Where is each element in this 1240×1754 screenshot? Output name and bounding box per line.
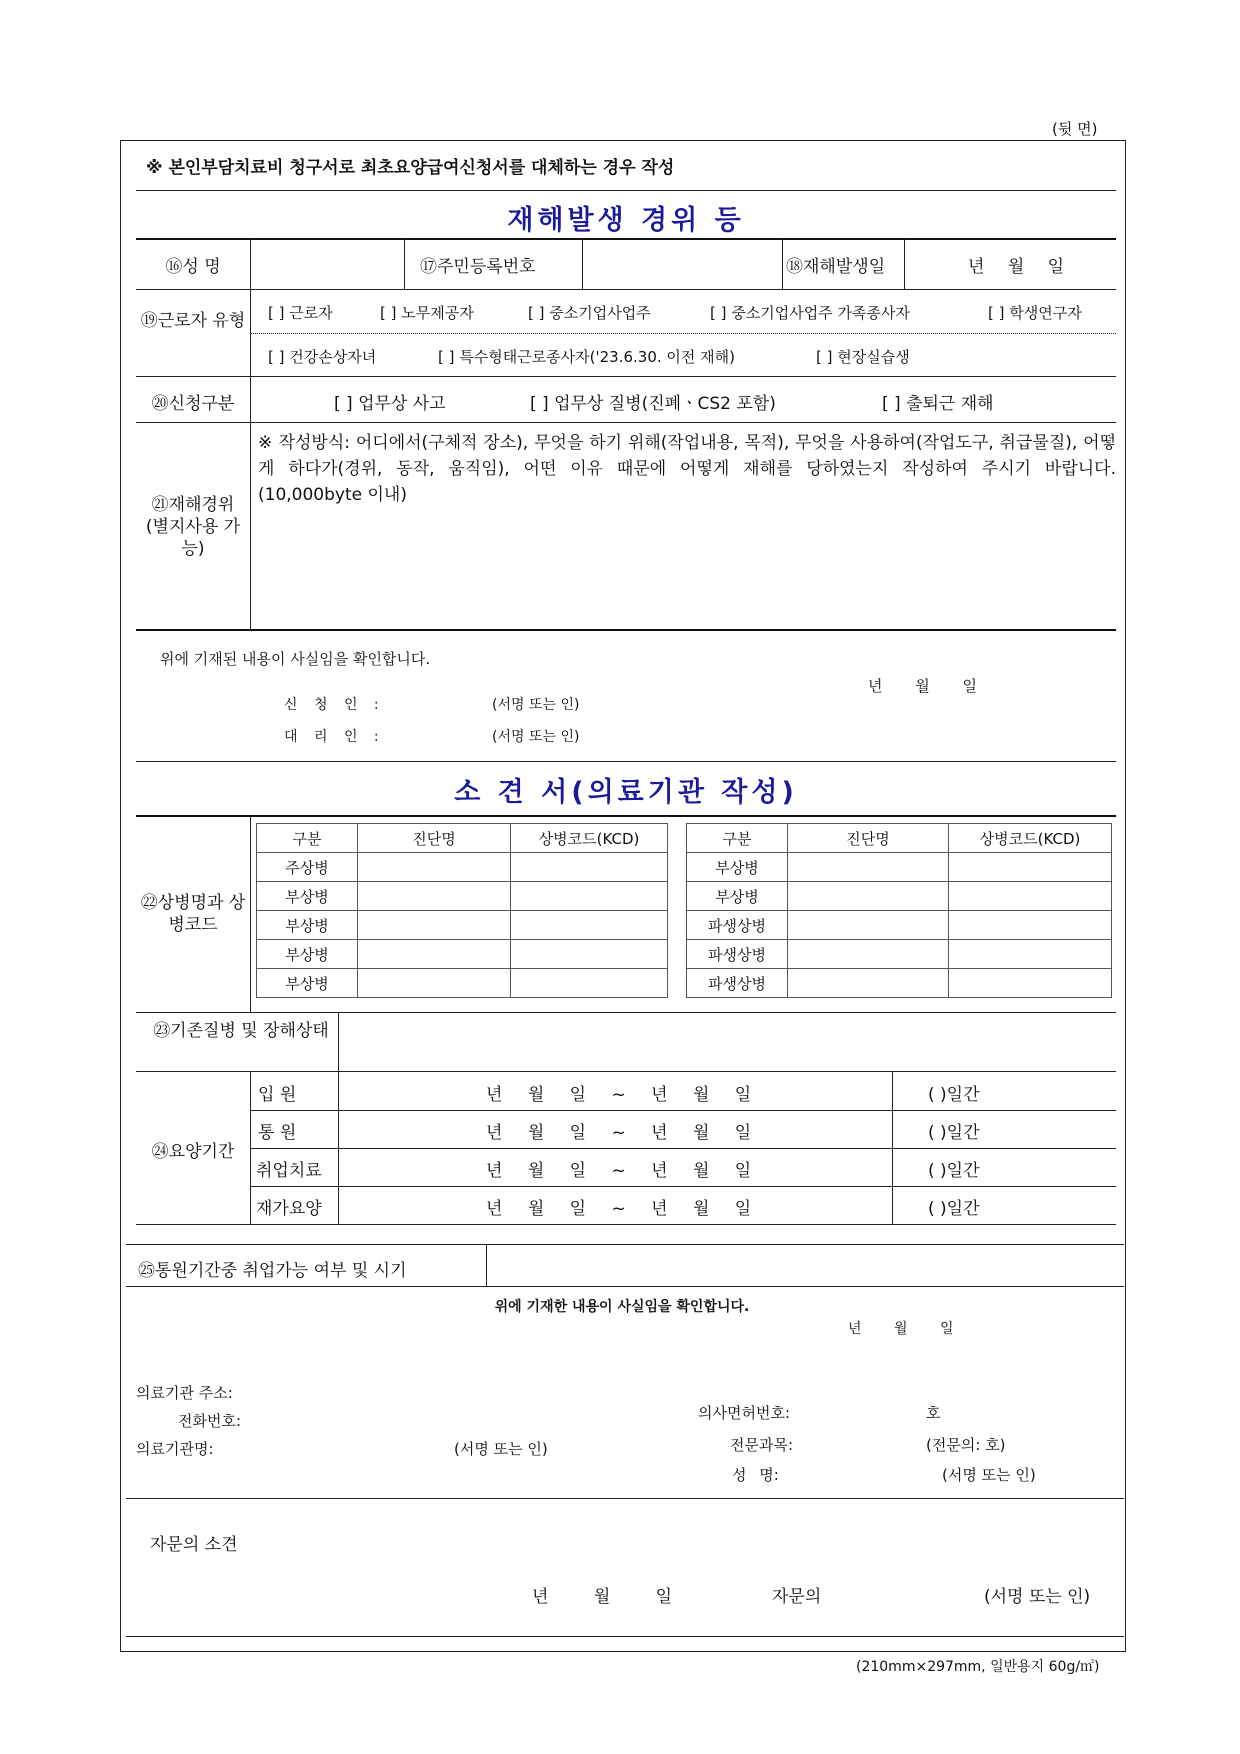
form-note: ※ 본인부담치료비 청구서로 최초요양급여신청서를 대체하는 경우 작성 — [146, 158, 675, 178]
row-category: 주상병 — [257, 853, 358, 882]
accident-date-label: ⑱재해발생일 — [786, 257, 886, 277]
row-category: 부상병 — [257, 969, 358, 998]
worker-type-3[interactable]: [ ] 중소기업사업주 — [528, 304, 651, 322]
circumstance-instructions: ※ 작성방식: 어디에서(구체적 장소), 무엇을 하기 위해(작업내용, 목적), 무엇을 사용하여(작업도구, 취급물질), 어떻게 하다가(경위, 동작, 움직임), 어떤 이유 때문에 어떻게 재해를 당하였는지 작성하여 주시기 바랍니다. (10,000byte 이내) — [258, 433, 1116, 505]
claim-type-label: ⑳신청구분 — [151, 394, 235, 414]
header-category: 구분 — [257, 824, 358, 853]
advisory-title: 자문의 소견 — [150, 1535, 238, 1555]
kcd-cell[interactable] — [511, 882, 668, 911]
confirm-date: 년 월 일 — [868, 677, 978, 695]
medical-confirm-date: 년 월 일 — [848, 1321, 954, 1337]
care-period-label: ㉔요양기간 — [151, 1142, 235, 1162]
row-category: 부상병 — [257, 911, 358, 940]
applicant-label: 신 청 인 : — [284, 697, 385, 713]
name-label: ⑯성 명 — [165, 257, 221, 277]
diagnosis-cell[interactable] — [788, 969, 949, 998]
accident-date-value: 년 월 일 — [968, 257, 1065, 277]
existing-condition-label: ㉓기존질병 및 장해상태 — [153, 1021, 329, 1041]
license-number-unit: 호 — [926, 1404, 941, 1422]
header-kcd: 상병코드(KCD) — [949, 824, 1112, 853]
diagnosis-cell[interactable] — [788, 882, 949, 911]
diagnosis-cell[interactable] — [788, 940, 949, 969]
header-category: 구분 — [687, 824, 788, 853]
kcd-cell[interactable] — [949, 940, 1112, 969]
care-days-work-treatment[interactable]: ( )일간 — [928, 1161, 980, 1181]
table-row — [257, 969, 668, 998]
institution-sign[interactable]: (서명 또는 인) — [454, 1440, 548, 1458]
table-row — [687, 969, 1112, 998]
care-days-inpatient[interactable]: ( )일간 — [928, 1085, 980, 1105]
worker-type-1[interactable]: [ ] 근로자 — [268, 304, 333, 322]
header-diagnosis: 진단명 — [358, 824, 511, 853]
doctor-sign[interactable]: (서명 또는 인) — [942, 1466, 1036, 1484]
institution-address-label: 의료기관 주소: — [136, 1384, 233, 1402]
table-row — [257, 940, 668, 969]
row-category: 부상병 — [257, 882, 358, 911]
worker-type-4[interactable]: [ ] 중소기업사업주 가족종사자 — [710, 304, 910, 322]
paper-spec: (210mm×297mm, 일반용지 60g/㎡) — [856, 1659, 1100, 1675]
header-diagnosis: 진단명 — [788, 824, 949, 853]
table-row — [687, 882, 1112, 911]
care-row-inpatient: 입 원 — [258, 1085, 297, 1105]
care-row-outpatient: 통 원 — [258, 1123, 297, 1143]
diagnosis-cell[interactable] — [788, 853, 949, 882]
claim-type-1[interactable]: [ ] 업무상 사고 — [334, 394, 446, 414]
agent-sign[interactable]: (서명 또는 인) — [492, 729, 580, 745]
advisory-date: 년 월 일 — [532, 1587, 673, 1607]
institution-phone-label: 전화번호: — [178, 1412, 242, 1430]
kcd-cell[interactable] — [949, 969, 1112, 998]
kcd-cell[interactable] — [949, 911, 1112, 940]
kcd-cell[interactable] — [511, 969, 668, 998]
worker-type-2[interactable]: [ ] 노무제공자 — [380, 304, 474, 322]
worker-type-5[interactable]: [ ] 학생연구자 — [988, 304, 1082, 322]
care-period-outpatient[interactable]: 년 월 일 ~ 년 월 일 — [486, 1123, 752, 1143]
applicant-sign[interactable]: (서명 또는 인) — [492, 697, 580, 713]
claim-type-2[interactable]: [ ] 업무상 질병(진폐ㆍCS2 포함) — [530, 394, 776, 414]
care-row-home-care: 재가요양 — [256, 1199, 322, 1219]
doctor-name-label: 성 명: — [732, 1466, 779, 1484]
claim-type-3[interactable]: [ ] 출퇴근 재해 — [882, 394, 994, 414]
kcd-cell[interactable] — [949, 853, 1112, 882]
kcd-cell[interactable] — [511, 940, 668, 969]
row-category: 파생상병 — [687, 940, 788, 969]
table-row — [257, 911, 668, 940]
row-category: 부상병 — [687, 853, 788, 882]
worker-type-7[interactable]: [ ] 특수형태근로종사자('23.6.30. 이전 재해) — [438, 348, 735, 366]
specialty-label: 전문과목: — [730, 1436, 794, 1454]
diagnosis-label: ㉒상병명과 상병코드 — [140, 893, 246, 935]
diagnosis-table-right — [686, 823, 1112, 998]
page-side-label: (뒷 면) — [1052, 120, 1098, 138]
care-days-outpatient[interactable]: ( )일간 — [928, 1123, 980, 1143]
care-period-home-care[interactable]: 년 월 일 ~ 년 월 일 — [486, 1199, 752, 1219]
worker-type-6[interactable]: [ ] 건강손상자녀 — [268, 348, 377, 366]
kcd-cell[interactable] — [949, 882, 1112, 911]
diagnosis-cell[interactable] — [358, 940, 511, 969]
advisor-sign[interactable]: (서명 또는 인) — [984, 1587, 1091, 1607]
kcd-cell[interactable] — [511, 853, 668, 882]
table-row — [687, 911, 1112, 940]
diagnosis-cell[interactable] — [358, 969, 511, 998]
rrn-label: ⑰주민등록번호 — [420, 257, 536, 277]
diagnosis-cell[interactable] — [358, 853, 511, 882]
care-period-work-treatment[interactable]: 년 월 일 ~ 년 월 일 — [486, 1161, 752, 1181]
table-row — [687, 940, 1112, 969]
confirm-statement: 위에 기재된 내용이 사실임을 확인합니다. — [160, 650, 431, 668]
diagnosis-table-left — [256, 823, 668, 998]
diagnosis-cell[interactable] — [788, 911, 949, 940]
table-row — [257, 882, 668, 911]
row-category: 부상병 — [257, 940, 358, 969]
row-category: 파생상병 — [687, 969, 788, 998]
medical-confirm-statement: 위에 기재한 내용이 사실임을 확인합니다. — [494, 1299, 750, 1315]
advisor-label: 자문의 — [772, 1587, 822, 1607]
row-category: 부상병 — [687, 882, 788, 911]
row-category: 파생상병 — [687, 911, 788, 940]
worker-type-label: ⑲근로자 유형 — [140, 311, 246, 331]
kcd-cell[interactable] — [511, 911, 668, 940]
circumstance-label: ㉑재해경위 (별지사용 가능) — [145, 495, 241, 559]
section-title-accident: 재해발생 경위 등 — [507, 205, 745, 236]
care-row-work-treatment: 취업치료 — [256, 1161, 322, 1181]
header-kcd: 상병코드(KCD) — [511, 824, 668, 853]
license-number-label: 의사면허번호: — [698, 1404, 790, 1422]
section-title-opinion: 소 견 서(의료기관 작성) — [454, 777, 798, 808]
care-period-inpatient[interactable]: 년 월 일 ~ 년 월 일 — [486, 1085, 752, 1105]
diagnosis-cell[interactable] — [358, 911, 511, 940]
specialist-number[interactable]: (전문의: 호) — [926, 1436, 1006, 1454]
table-row — [687, 853, 1112, 882]
worker-type-8[interactable]: [ ] 현장실습생 — [816, 348, 910, 366]
agent-label: 대 리 인 : — [284, 729, 385, 745]
institution-name-label: 의료기관명: — [136, 1440, 214, 1458]
diagnosis-cell[interactable] — [358, 882, 511, 911]
table-row — [257, 853, 668, 882]
care-days-home-care[interactable]: ( )일간 — [928, 1199, 980, 1219]
employment-label: ㉕통원기간중 취업가능 여부 및 시기 — [138, 1261, 407, 1281]
